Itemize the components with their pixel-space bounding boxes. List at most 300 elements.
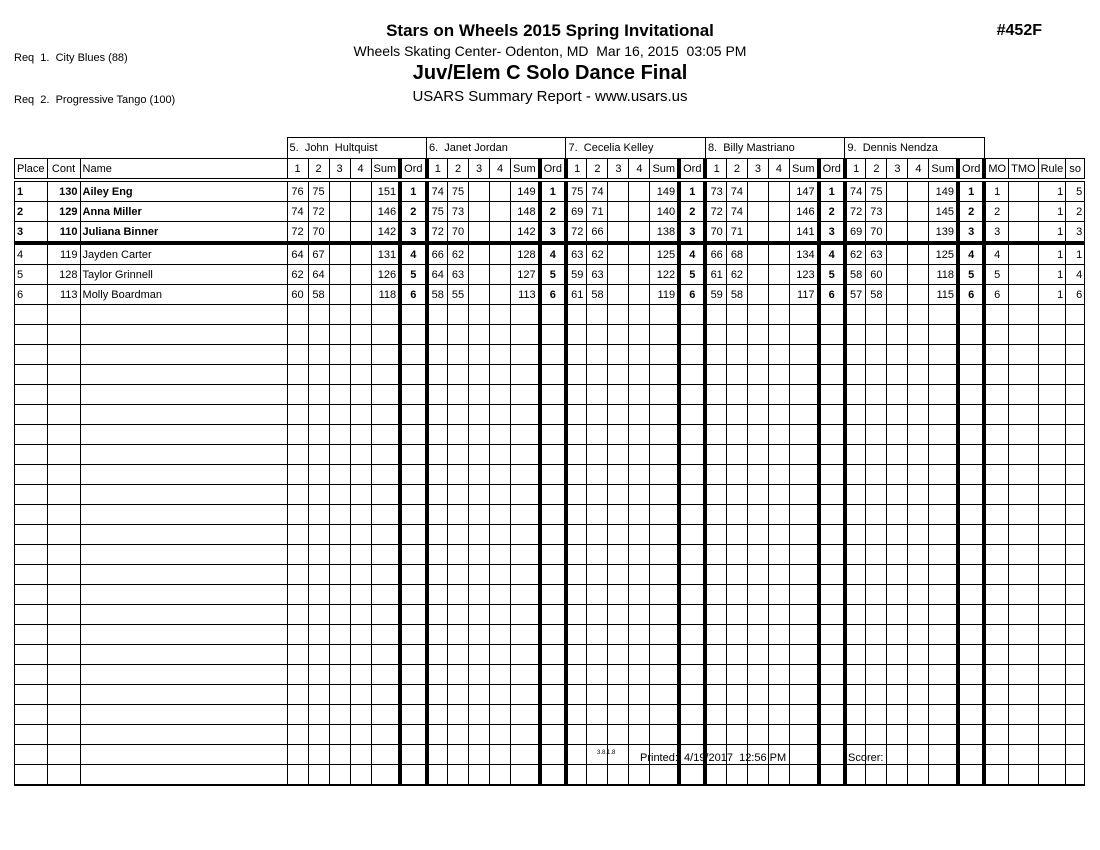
score-cell — [887, 685, 908, 705]
ordinal-cell — [819, 425, 845, 445]
col-header-mark-3: 3 — [747, 159, 768, 181]
rule-cell — [1038, 325, 1066, 345]
rule-cell — [1038, 505, 1066, 525]
score-cell — [705, 385, 726, 405]
score-cell — [490, 685, 511, 705]
empty-row — [15, 345, 1085, 365]
score-cell — [448, 365, 469, 385]
tmo-cell — [1009, 585, 1038, 605]
score-cell — [866, 545, 887, 565]
score-cell — [768, 505, 789, 525]
sum-cell: 134 — [789, 243, 818, 265]
mo-cell — [984, 345, 1008, 365]
contestant-number — [47, 665, 80, 685]
score-cell — [308, 405, 329, 425]
score-cell — [747, 180, 768, 202]
score-cell — [287, 625, 308, 645]
tmo-cell — [1009, 465, 1038, 485]
score-cell — [887, 565, 908, 585]
place-cell — [15, 685, 48, 705]
score-cell — [866, 485, 887, 505]
report-footer — [0, 750, 1100, 770]
place-cell — [15, 345, 48, 365]
score-cell — [287, 545, 308, 565]
so-cell: 5 — [1066, 180, 1085, 202]
score-cell — [629, 465, 650, 485]
rule-cell — [1038, 305, 1066, 325]
sum-cell — [929, 325, 958, 345]
sum-cell: 113 — [511, 285, 540, 305]
sum-cell — [929, 625, 958, 645]
score-cell — [308, 325, 329, 345]
score-cell — [629, 545, 650, 565]
score-cell: 60 — [287, 285, 308, 305]
score-cell — [329, 685, 350, 705]
score-cell — [726, 585, 747, 605]
score-cell — [726, 385, 747, 405]
rule-cell — [1038, 705, 1066, 725]
tmo-cell — [1009, 565, 1038, 585]
col-header-mark-4: 4 — [768, 159, 789, 181]
place-cell — [15, 625, 48, 645]
score-cell — [768, 625, 789, 645]
tmo-cell — [1009, 385, 1038, 405]
sum-cell: 146 — [789, 202, 818, 222]
score-cell — [887, 405, 908, 425]
score-cell: 75 — [448, 180, 469, 202]
ordinal-cell: 4 — [540, 243, 566, 265]
score-cell — [490, 180, 511, 202]
score-cell — [747, 505, 768, 525]
score-cell — [566, 585, 587, 605]
score-cell — [329, 325, 350, 345]
tmo-cell — [1009, 705, 1038, 725]
score-cell — [587, 485, 608, 505]
score-cell — [845, 725, 866, 745]
spacer — [15, 138, 288, 159]
score-cell — [308, 445, 329, 465]
score-cell — [469, 525, 490, 545]
tmo-cell — [1009, 285, 1038, 305]
ordinal-cell — [679, 685, 705, 705]
score-cell — [587, 625, 608, 645]
ordinal-cell — [958, 725, 984, 745]
score-cell — [350, 385, 371, 405]
rule-cell — [1038, 365, 1066, 385]
score-cell — [908, 285, 929, 305]
so-cell — [1066, 465, 1085, 485]
score-cell — [469, 505, 490, 525]
sum-cell — [371, 585, 400, 605]
score-cell — [448, 725, 469, 745]
score-cell — [866, 685, 887, 705]
score-cell — [705, 605, 726, 625]
score-cell — [308, 585, 329, 605]
score-cell — [608, 645, 629, 665]
score-cell — [566, 665, 587, 685]
score-cell: 61 — [705, 265, 726, 285]
score-cell — [490, 705, 511, 725]
ordinal-cell — [540, 685, 566, 705]
so-cell — [1066, 325, 1085, 345]
ordinal-cell — [819, 325, 845, 345]
place-cell: 3 — [15, 222, 48, 244]
score-cell: 75 — [427, 202, 448, 222]
sum-cell — [929, 585, 958, 605]
score-cell — [587, 665, 608, 685]
ordinal-cell — [400, 525, 426, 545]
ordinal-cell — [540, 345, 566, 365]
score-cell — [448, 585, 469, 605]
sum-cell: 128 — [511, 243, 540, 265]
score-cell: 75 — [866, 180, 887, 202]
score-cell — [490, 625, 511, 645]
score-cell — [329, 625, 350, 645]
score-cell: 74 — [726, 202, 747, 222]
score-cell — [747, 705, 768, 725]
score-cell — [566, 505, 587, 525]
ordinal-cell — [819, 665, 845, 685]
score-cell — [287, 685, 308, 705]
sum-cell — [371, 705, 400, 725]
score-cell — [705, 705, 726, 725]
report-type-line: USARS Summary Report - www.usars.us — [412, 88, 688, 105]
score-cell — [908, 180, 929, 202]
score-cell — [747, 525, 768, 545]
score-cell — [329, 405, 350, 425]
ordinal-cell — [540, 605, 566, 625]
score-cell — [768, 425, 789, 445]
score-cell — [768, 725, 789, 745]
ordinal-cell — [400, 305, 426, 325]
result-row — [15, 202, 1085, 222]
score-cell — [887, 485, 908, 505]
score-cell — [887, 665, 908, 685]
sum-cell — [511, 425, 540, 445]
tmo-cell — [1009, 365, 1038, 385]
sum-cell — [789, 305, 818, 325]
ordinal-cell — [540, 485, 566, 505]
score-cell — [308, 465, 329, 485]
score-cell — [490, 365, 511, 385]
sum-cell — [929, 385, 958, 405]
score-cell — [469, 465, 490, 485]
score-cell — [287, 605, 308, 625]
so-cell — [1066, 645, 1085, 665]
sum-cell: 142 — [511, 222, 540, 244]
so-cell — [1066, 625, 1085, 645]
ordinal-cell — [819, 385, 845, 405]
score-cell — [908, 325, 929, 345]
score-cell — [350, 645, 371, 665]
ordinal-cell — [400, 405, 426, 425]
col-header-sum: Sum — [650, 159, 679, 181]
score-cell — [629, 585, 650, 605]
score-cell — [629, 645, 650, 665]
score-cell — [329, 345, 350, 365]
event-code: #452F — [996, 22, 1042, 39]
ordinal-cell — [958, 345, 984, 365]
so-cell: 2 — [1066, 202, 1085, 222]
ordinal-cell — [400, 365, 426, 385]
contestant-number: 110 — [47, 222, 80, 244]
score-cell — [908, 545, 929, 565]
ordinal-cell — [679, 505, 705, 525]
score-cell: 63 — [448, 265, 469, 285]
ordinal-cell — [400, 565, 426, 585]
score-cell — [705, 585, 726, 605]
score-cell — [629, 243, 650, 265]
score-cell — [705, 485, 726, 505]
mo-cell — [984, 685, 1008, 705]
contestant-number — [47, 345, 80, 365]
sum-cell — [511, 385, 540, 405]
score-cell — [566, 345, 587, 365]
place-cell — [15, 705, 48, 725]
col-header-ord: Ord — [540, 159, 566, 181]
score-cell — [908, 685, 929, 705]
empty-row — [15, 445, 1085, 465]
score-cell — [448, 545, 469, 565]
score-cell: 55 — [448, 285, 469, 305]
score-cell — [629, 285, 650, 305]
score-cell: 64 — [308, 265, 329, 285]
score-cell: 74 — [587, 180, 608, 202]
score-cell — [427, 505, 448, 525]
score-cell — [469, 625, 490, 645]
score-cell — [866, 705, 887, 725]
score-cell — [587, 685, 608, 705]
score-cell — [866, 645, 887, 665]
score-cell — [287, 505, 308, 525]
score-cell — [427, 725, 448, 745]
sum-cell — [650, 545, 679, 565]
sum-cell — [650, 345, 679, 365]
score-cell — [350, 222, 371, 244]
score-cell — [629, 325, 650, 345]
col-header-mark-2: 2 — [866, 159, 887, 181]
sum-cell — [371, 365, 400, 385]
mo-cell — [984, 645, 1008, 665]
col-header-place: Place — [15, 159, 48, 181]
sum-cell — [371, 605, 400, 625]
sum-cell — [929, 465, 958, 485]
ordinal-cell — [958, 605, 984, 625]
score-cell: 66 — [587, 222, 608, 244]
score-cell — [329, 525, 350, 545]
score-cell — [587, 365, 608, 385]
score-cell — [287, 425, 308, 445]
score-cell — [726, 685, 747, 705]
sum-cell — [650, 405, 679, 425]
sum-cell — [511, 525, 540, 545]
sum-cell — [511, 605, 540, 625]
sum-cell: 126 — [371, 265, 400, 285]
mo-cell: 5 — [984, 265, 1008, 285]
score-cell — [866, 505, 887, 525]
empty-row — [15, 405, 1085, 425]
score-cell — [845, 385, 866, 405]
score-cell: 62 — [845, 243, 866, 265]
score-cell — [726, 645, 747, 665]
score-cell — [329, 305, 350, 325]
score-cell — [768, 565, 789, 585]
score-cell — [866, 385, 887, 405]
score-cell — [608, 285, 629, 305]
score-cell — [705, 685, 726, 705]
ordinal-cell — [540, 305, 566, 325]
sum-cell — [929, 505, 958, 525]
mo-cell — [984, 385, 1008, 405]
place-cell — [15, 445, 48, 465]
score-cell — [587, 385, 608, 405]
score-cell — [629, 605, 650, 625]
contestant-number — [47, 625, 80, 645]
score-cell — [705, 525, 726, 545]
so-cell — [1066, 365, 1085, 385]
score-cell — [768, 285, 789, 305]
score-cell — [350, 485, 371, 505]
empty-row — [15, 565, 1085, 585]
score-cell: 75 — [308, 180, 329, 202]
score-cell — [566, 445, 587, 465]
score-cell — [608, 525, 629, 545]
ordinal-cell — [400, 725, 426, 745]
ordinal-cell — [400, 685, 426, 705]
score-cell — [768, 645, 789, 665]
score-cell — [566, 705, 587, 725]
score-cell — [705, 625, 726, 645]
ordinal-cell — [540, 465, 566, 485]
score-cell — [608, 505, 629, 525]
score-cell — [845, 585, 866, 605]
empty-row — [15, 485, 1085, 505]
ordinal-cell — [540, 445, 566, 465]
score-cell — [566, 685, 587, 705]
score-cell: 74 — [726, 180, 747, 202]
score-cell — [768, 243, 789, 265]
sum-cell — [929, 405, 958, 425]
sum-cell — [650, 705, 679, 725]
score-cell — [308, 605, 329, 625]
sum-cell — [650, 525, 679, 545]
tmo-cell — [1009, 202, 1038, 222]
score-cell: 58 — [866, 285, 887, 305]
rule-cell: 1 — [1038, 243, 1066, 265]
score-cell — [747, 565, 768, 585]
score-cell — [287, 665, 308, 685]
score-cell — [726, 605, 747, 625]
score-cell — [629, 725, 650, 745]
score-cell — [308, 685, 329, 705]
so-cell — [1066, 445, 1085, 465]
score-cell — [608, 625, 629, 645]
score-cell — [427, 565, 448, 585]
score-cell: 73 — [866, 202, 887, 222]
score-cell — [866, 465, 887, 485]
ordinal-cell — [540, 725, 566, 745]
score-cell — [287, 325, 308, 345]
score-cell — [448, 705, 469, 725]
score-cell — [866, 585, 887, 605]
ordinal-cell — [958, 385, 984, 405]
score-cell — [845, 605, 866, 625]
score-cell — [845, 465, 866, 485]
software-version: 3.8.1.8 — [597, 750, 616, 756]
so-cell: 1 — [1066, 243, 1085, 265]
ordinal-cell — [540, 565, 566, 585]
score-cell — [608, 465, 629, 485]
score-cell — [490, 345, 511, 365]
score-cell — [747, 585, 768, 605]
sum-cell — [929, 345, 958, 365]
score-cell — [887, 243, 908, 265]
score-cell — [908, 465, 929, 485]
ordinal-cell — [400, 545, 426, 565]
score-cell: 70 — [448, 222, 469, 244]
col-header-mark-1: 1 — [427, 159, 448, 181]
score-cell — [566, 425, 587, 445]
score-cell — [845, 405, 866, 425]
sum-cell — [789, 545, 818, 565]
tmo-cell — [1009, 685, 1038, 705]
score-cell — [629, 305, 650, 325]
mo-cell — [984, 705, 1008, 725]
score-cell — [608, 545, 629, 565]
score-cell — [845, 685, 866, 705]
score-cell — [629, 625, 650, 645]
skater-name: Anna Miller — [80, 202, 287, 222]
ordinal-cell — [540, 665, 566, 685]
sum-cell — [789, 385, 818, 405]
col-header-cont: Cont — [47, 159, 80, 181]
score-cell — [469, 405, 490, 425]
score-cell — [469, 305, 490, 325]
ordinal-cell — [679, 445, 705, 465]
score-cell — [329, 645, 350, 665]
score-cell — [747, 665, 768, 685]
score-cell — [845, 485, 866, 505]
ordinal-cell — [679, 365, 705, 385]
score-cell — [350, 665, 371, 685]
score-cell — [629, 425, 650, 445]
sum-cell — [511, 485, 540, 505]
score-cell — [747, 285, 768, 305]
score-cell — [490, 222, 511, 244]
score-cell — [308, 665, 329, 685]
score-cell — [329, 545, 350, 565]
place-cell: 6 — [15, 285, 48, 305]
col-header-mark-1: 1 — [845, 159, 866, 181]
score-cell — [448, 385, 469, 405]
sum-cell — [650, 485, 679, 505]
score-cell — [448, 565, 469, 585]
score-cell — [726, 425, 747, 445]
ordinal-cell — [679, 645, 705, 665]
score-cell — [287, 645, 308, 665]
rule-cell — [1038, 385, 1066, 405]
score-cell — [350, 545, 371, 565]
contestant-number — [47, 645, 80, 665]
score-cell — [427, 625, 448, 645]
ordinal-cell: 2 — [400, 202, 426, 222]
event-title: Juv/Elem C Solo Dance Final — [412, 62, 688, 84]
ordinal-cell: 5 — [819, 265, 845, 285]
score-cell — [427, 705, 448, 725]
score-cell — [308, 385, 329, 405]
score-cell — [845, 625, 866, 645]
score-cell — [747, 265, 768, 285]
